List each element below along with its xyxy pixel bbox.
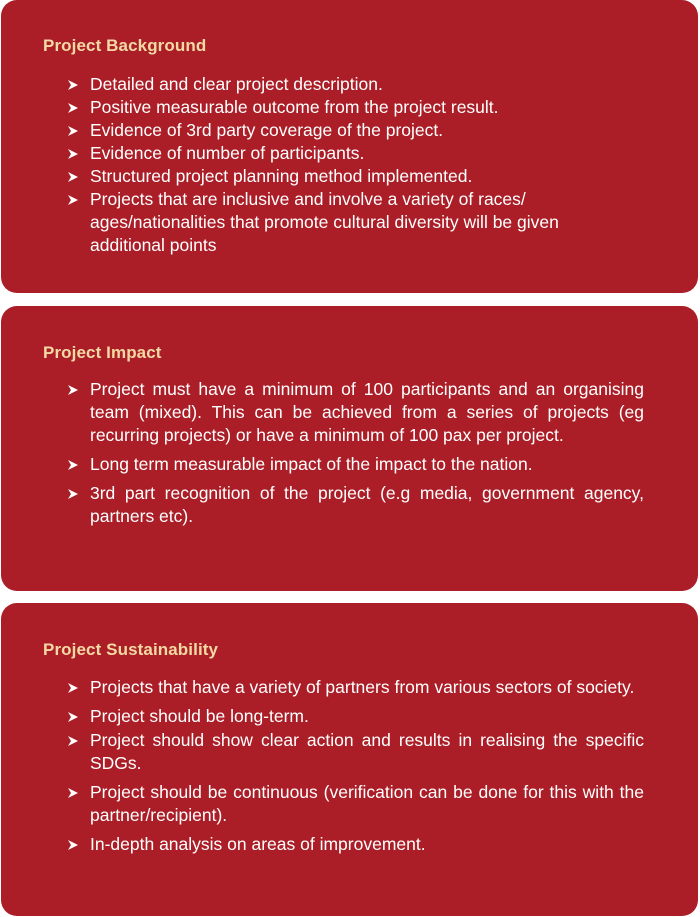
- criteria-list: [68, 676, 644, 862]
- list-item-text: Project should be continuous (verification can be done for this with the partner/recipient).: [90, 782, 644, 825]
- list-item: [68, 378, 644, 447]
- list-item: [68, 188, 590, 257]
- list-item-text: Positive measurable outcome from the project result.: [90, 97, 499, 117]
- list-item-text: Structured project planning method implemented.: [90, 166, 473, 186]
- arrowhead-icon: [68, 73, 82, 96]
- list-item-text: 3rd part recognition of the project (e.g media, government agency, partners etc).: [90, 483, 644, 526]
- list-item-text: Project should show clear action and results in realising the specific SDGs.: [90, 730, 644, 773]
- list-item: [68, 705, 644, 728]
- list-item-text: Projects that are inclusive and involve a variety of races/ ages/nationalities that promote cultural diversity will be given additional points: [90, 189, 559, 255]
- list-item: [68, 119, 644, 142]
- list-item-text: Project should be long-term.: [90, 706, 309, 726]
- criteria-list: [68, 378, 644, 534]
- list-item: [68, 781, 644, 827]
- list-item: [68, 729, 644, 775]
- arrowhead-icon: [68, 781, 82, 804]
- criteria-list: [68, 73, 644, 257]
- list-item-text: Projects that have a variety of partners from various sectors of society.: [90, 677, 635, 697]
- arrowhead-icon: [68, 165, 82, 188]
- arrowhead-icon: [68, 676, 82, 699]
- list-item-text: Evidence of 3rd party coverage of the project.: [90, 120, 444, 140]
- section-title: Project Impact: [43, 343, 162, 362]
- arrowhead-icon: [68, 833, 82, 856]
- list-item: [68, 676, 660, 699]
- arrowhead-icon: [68, 188, 82, 211]
- arrowhead-icon: [68, 378, 82, 401]
- section-title: Project Background: [43, 36, 207, 55]
- section-title: Project Sustainability: [43, 640, 219, 659]
- list-item: [68, 96, 644, 119]
- list-item: [68, 142, 644, 165]
- list-item-text: In-depth analysis on areas of improvement.: [90, 834, 426, 854]
- arrowhead-icon: [68, 729, 82, 752]
- list-item-text: Detailed and clear project description.: [90, 74, 383, 94]
- criteria-card-sustainability: [1, 603, 698, 916]
- arrowhead-icon: [68, 705, 82, 728]
- list-item: [68, 482, 644, 528]
- arrowhead-icon: [68, 119, 82, 142]
- list-item-text: Evidence of number of participants.: [90, 143, 365, 163]
- arrowhead-icon: [68, 482, 82, 505]
- criteria-card-background: [1, 0, 698, 293]
- criteria-card-impact: [1, 306, 698, 591]
- arrowhead-icon: [68, 453, 82, 476]
- arrowhead-icon: [68, 142, 82, 165]
- list-item: [68, 165, 644, 188]
- list-item-text: Long term measurable impact of the impact to the nation.: [90, 454, 533, 474]
- arrowhead-icon: [68, 96, 82, 119]
- list-item: [68, 453, 644, 476]
- list-item: [68, 833, 644, 856]
- list-item: [68, 73, 644, 96]
- list-item-text: Project must have a minimum of 100 participants and an organising team (mixed). This can be achieved from a series of projects (eg recurring projects) or have a minimum of 100 pax per project.: [90, 379, 644, 445]
